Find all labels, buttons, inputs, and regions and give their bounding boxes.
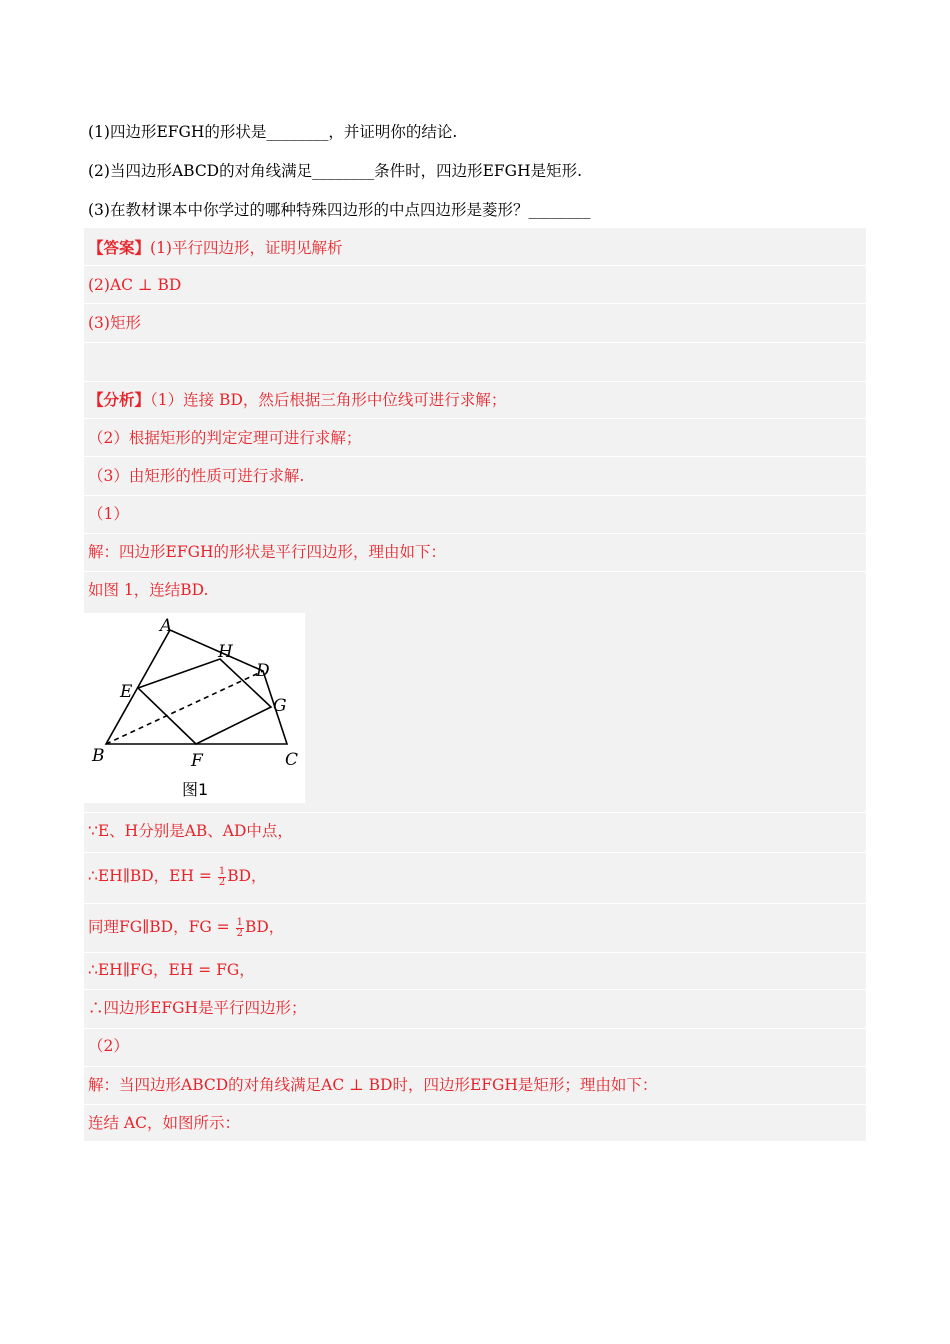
eh-suffix: BD，: [227, 867, 267, 885]
answer-line-3: (3)矩形: [88, 314, 141, 332]
fraction-denominator: 2: [218, 876, 226, 888]
fg-suffix: BD，: [244, 918, 285, 936]
separator: [84, 903, 866, 904]
analysis-line-2: （2）根据矩形的判定定理可进行求解；: [88, 429, 362, 447]
quadrilateral-efgh: [138, 659, 271, 744]
separator: [84, 571, 866, 572]
separator: [84, 952, 866, 953]
fg-line: [88, 917, 284, 939]
answer-label: 【答案】: [88, 238, 151, 257]
label-b: B: [92, 746, 105, 766]
fraction-half: [218, 867, 226, 888]
fraction-numerator: 1: [218, 865, 226, 877]
separator: [84, 265, 866, 266]
part2-label: （2）: [88, 1037, 129, 1055]
part1-figure-ref: 如图 1，连结BD.: [88, 581, 209, 599]
quadrilateral-abcd: [106, 630, 287, 744]
eh-prefix: ∴EH∥BD，EH =: [88, 867, 217, 885]
answer-text-1: (1)平行四边形，证明见解析: [150, 239, 343, 257]
because-line: ∵E、H分别是AB、AD中点，: [88, 822, 293, 840]
fraction-denominator: 2: [236, 927, 243, 939]
part1-label: （1）: [88, 505, 129, 523]
analysis-line-1: [88, 390, 506, 410]
analysis-text-1: （1）连接 BD，然后根据三角形中位线可进行求解；: [150, 391, 507, 409]
separator: [84, 342, 866, 343]
separator: [84, 495, 866, 496]
part2-intro: 解：当四边形ABCD的对角线满足AC ⊥ BD时，四边形EFGH是矩形；理由如下：: [88, 1076, 658, 1094]
separator: [84, 303, 866, 304]
label-f: F: [191, 751, 203, 771]
fraction-numerator: 1: [236, 916, 243, 928]
question-1: (1)四边形EFGH的形状是________，并证明你的结论.: [88, 123, 458, 141]
separator: [84, 1028, 866, 1029]
answer-line-2: (2)AC ⊥ BD: [88, 276, 182, 294]
answer-line-1: [88, 238, 342, 258]
separator: [84, 456, 866, 457]
separator: [84, 812, 866, 813]
separator: [84, 1066, 866, 1067]
part1-intro: 解：四边形EFGH的形状是平行四边形，理由如下：: [88, 543, 446, 561]
fg-prefix: 同理FG∥BD，FG =: [88, 918, 235, 936]
analysis-label: 【分析】: [88, 390, 151, 409]
fraction-half: [236, 918, 244, 939]
figure-caption: 图1: [182, 780, 209, 799]
separator: [84, 381, 866, 382]
conclusion-line-1: ∴EH∥FG，EH = FG，: [88, 961, 255, 979]
analysis-line-3: （3）由矩形的性质可进行求解.: [88, 467, 305, 485]
label-h: H: [218, 642, 233, 662]
label-g: G: [273, 696, 287, 716]
conclusion-line-2: ∴四边形EFGH是平行四边形；: [88, 999, 307, 1017]
separator: [84, 1104, 866, 1105]
separator: [84, 852, 866, 853]
eh-line: [88, 866, 267, 888]
question-2: (2)当四边形ABCD的对角线满足________条件时，四边形EFGH是矩形.: [88, 162, 583, 180]
separator: [84, 418, 866, 419]
separator: [84, 533, 866, 534]
label-a: A: [160, 616, 173, 636]
part2-next: 连结 AC，如图所示：: [88, 1114, 240, 1132]
label-c: C: [285, 750, 299, 770]
separator: [84, 989, 866, 990]
label-e: E: [120, 682, 133, 702]
figure-1: [84, 613, 305, 803]
question-3: (3)在教材课本中你学过的哪种特殊四边形的中点四边形是菱形？________: [88, 201, 591, 219]
label-d: D: [256, 661, 270, 681]
